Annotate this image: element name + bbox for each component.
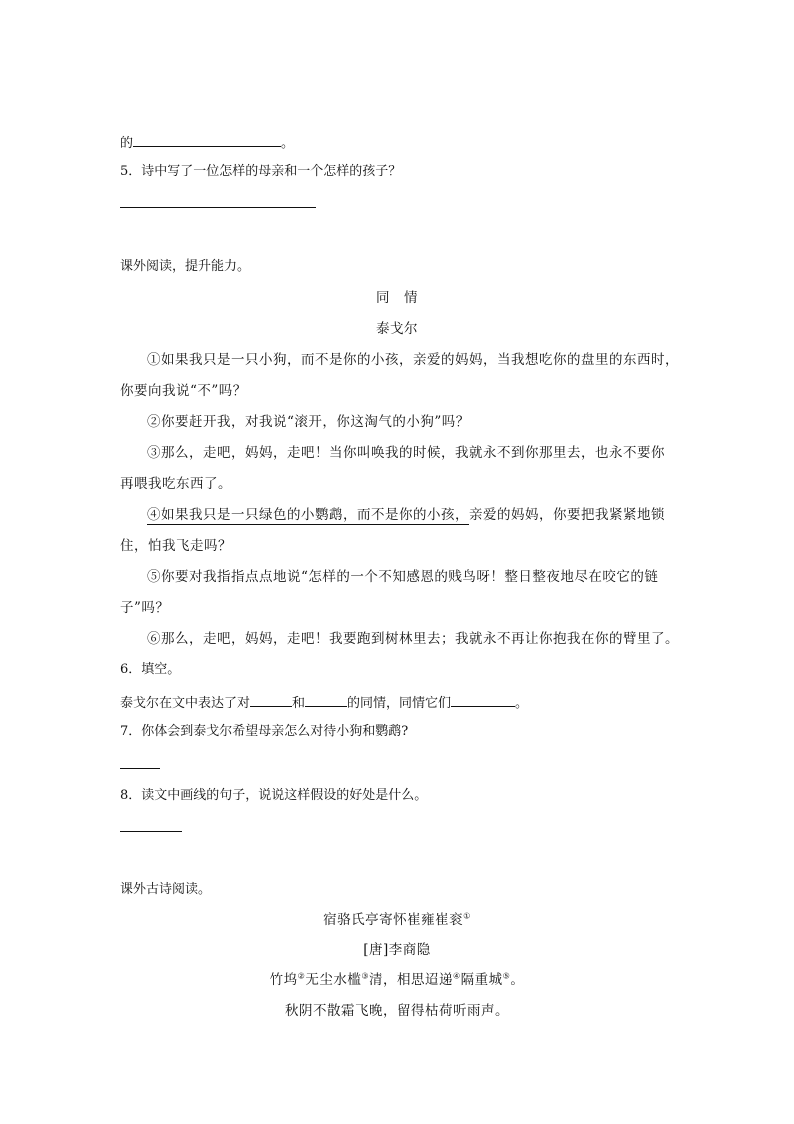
poem-l1-b: 无尘水槛: [305, 972, 362, 988]
paragraph-6: ⑥那么，走吧，妈妈，走吧！我要跑到树林里去；我就永不再让你抱我在你的臂里了。: [147, 631, 679, 647]
footnote-marker: ②: [297, 971, 306, 981]
section-heading-extracurricular: 课外阅读，提升能力。: [120, 259, 251, 274]
question-5: 5．诗中写了一位怎样的母亲和一个怎样的孩子？: [120, 164, 402, 179]
paragraph-4-line-1: [147, 506, 665, 524]
underlined-sentence: ④如果我只是一只绿色的小鹦鹉，而不是你的小孩，: [147, 507, 469, 523]
paragraph-1-line-2: 你要向我说“不”吗？: [120, 383, 247, 399]
paragraph-2: ②你要赶开我，对我说“滚开，你这淘气的小狗”吗？: [147, 414, 470, 430]
poem-l1-a: 竹坞: [269, 972, 298, 988]
answer-line-q5[interactable]: [120, 207, 316, 208]
poem-l1-c: 清，相思迢递: [369, 972, 453, 988]
answer-line-q7[interactable]: [120, 768, 160, 769]
poem-line-1: [0, 971, 794, 989]
article-author: 泰戈尔: [376, 321, 418, 337]
poem-l1-e: 。: [510, 972, 525, 988]
answer-blank-3[interactable]: [451, 692, 515, 707]
answer-blank-2[interactable]: [305, 692, 347, 707]
poem-title: [0, 911, 794, 929]
footnote-marker: ①: [463, 911, 471, 921]
paragraph-4-line-2: 住，怕我飞走吗？: [120, 538, 232, 554]
question-7: 7．你体会到泰戈尔希望母亲怎么对待小狗和鹦鹉?: [120, 724, 409, 739]
q6-part-2: 和: [292, 696, 306, 711]
footnote-marker: ⑤: [502, 971, 511, 981]
q6-part-1: 泰戈尔在文中表达了对: [120, 696, 251, 711]
footnote-marker: ③: [361, 971, 369, 981]
article-title: 同 情: [376, 290, 418, 306]
paragraph-3-line-1: ③那么，走吧，妈妈，走吧！当你叫唤我的时候，我就永不到你那里去，也永不要你: [147, 445, 665, 461]
poem-author: [唐]李商隐: [363, 942, 431, 958]
paragraph-5-line-1: ⑤你要对我指指点点地说“怎样的一个不知感恩的贱鸟呀！整日整夜地尽在咬它的链: [147, 569, 659, 585]
question-6-sentence: [120, 692, 528, 713]
poem-title-text: 宿骆氏亭寄怀崔雍崔衮: [323, 912, 464, 928]
q6-part-4: 。: [515, 696, 529, 711]
paragraph-3-line-2: 再喂我吃东西了。: [120, 476, 232, 492]
carryover-prefix: 的: [120, 136, 134, 151]
question-8: 8．读文中画线的句子，说说这样假设的好处是什么。: [120, 788, 428, 803]
paragraph-5-line-2: 子”吗？: [120, 600, 170, 616]
answer-blank[interactable]: [133, 132, 281, 147]
paragraph-4-rest: 亲爱的妈妈，你要把我紧紧地锁: [469, 507, 665, 523]
q6-part-3: 的同情，同情它们: [347, 696, 452, 711]
section-heading-poem: 课外古诗阅读。: [120, 882, 212, 897]
answer-line-q8[interactable]: [120, 831, 182, 832]
poem-line-2: 秋阴不散霜飞晚，留得枯荷听雨声。: [285, 1003, 509, 1019]
carryover-line: [120, 132, 294, 153]
carryover-suffix: 。: [281, 136, 295, 151]
footnote-marker: ④: [453, 971, 461, 981]
poem-l1-d: 隔重城: [460, 972, 503, 988]
answer-blank-1[interactable]: [250, 692, 292, 707]
question-6-label: 6．填空。: [120, 662, 181, 677]
paragraph-1-line-1: ①如果我只是一只小狗，而不是你的小孩，亲爱的妈妈，当我想吃你的盘里的东西时，: [147, 352, 679, 368]
